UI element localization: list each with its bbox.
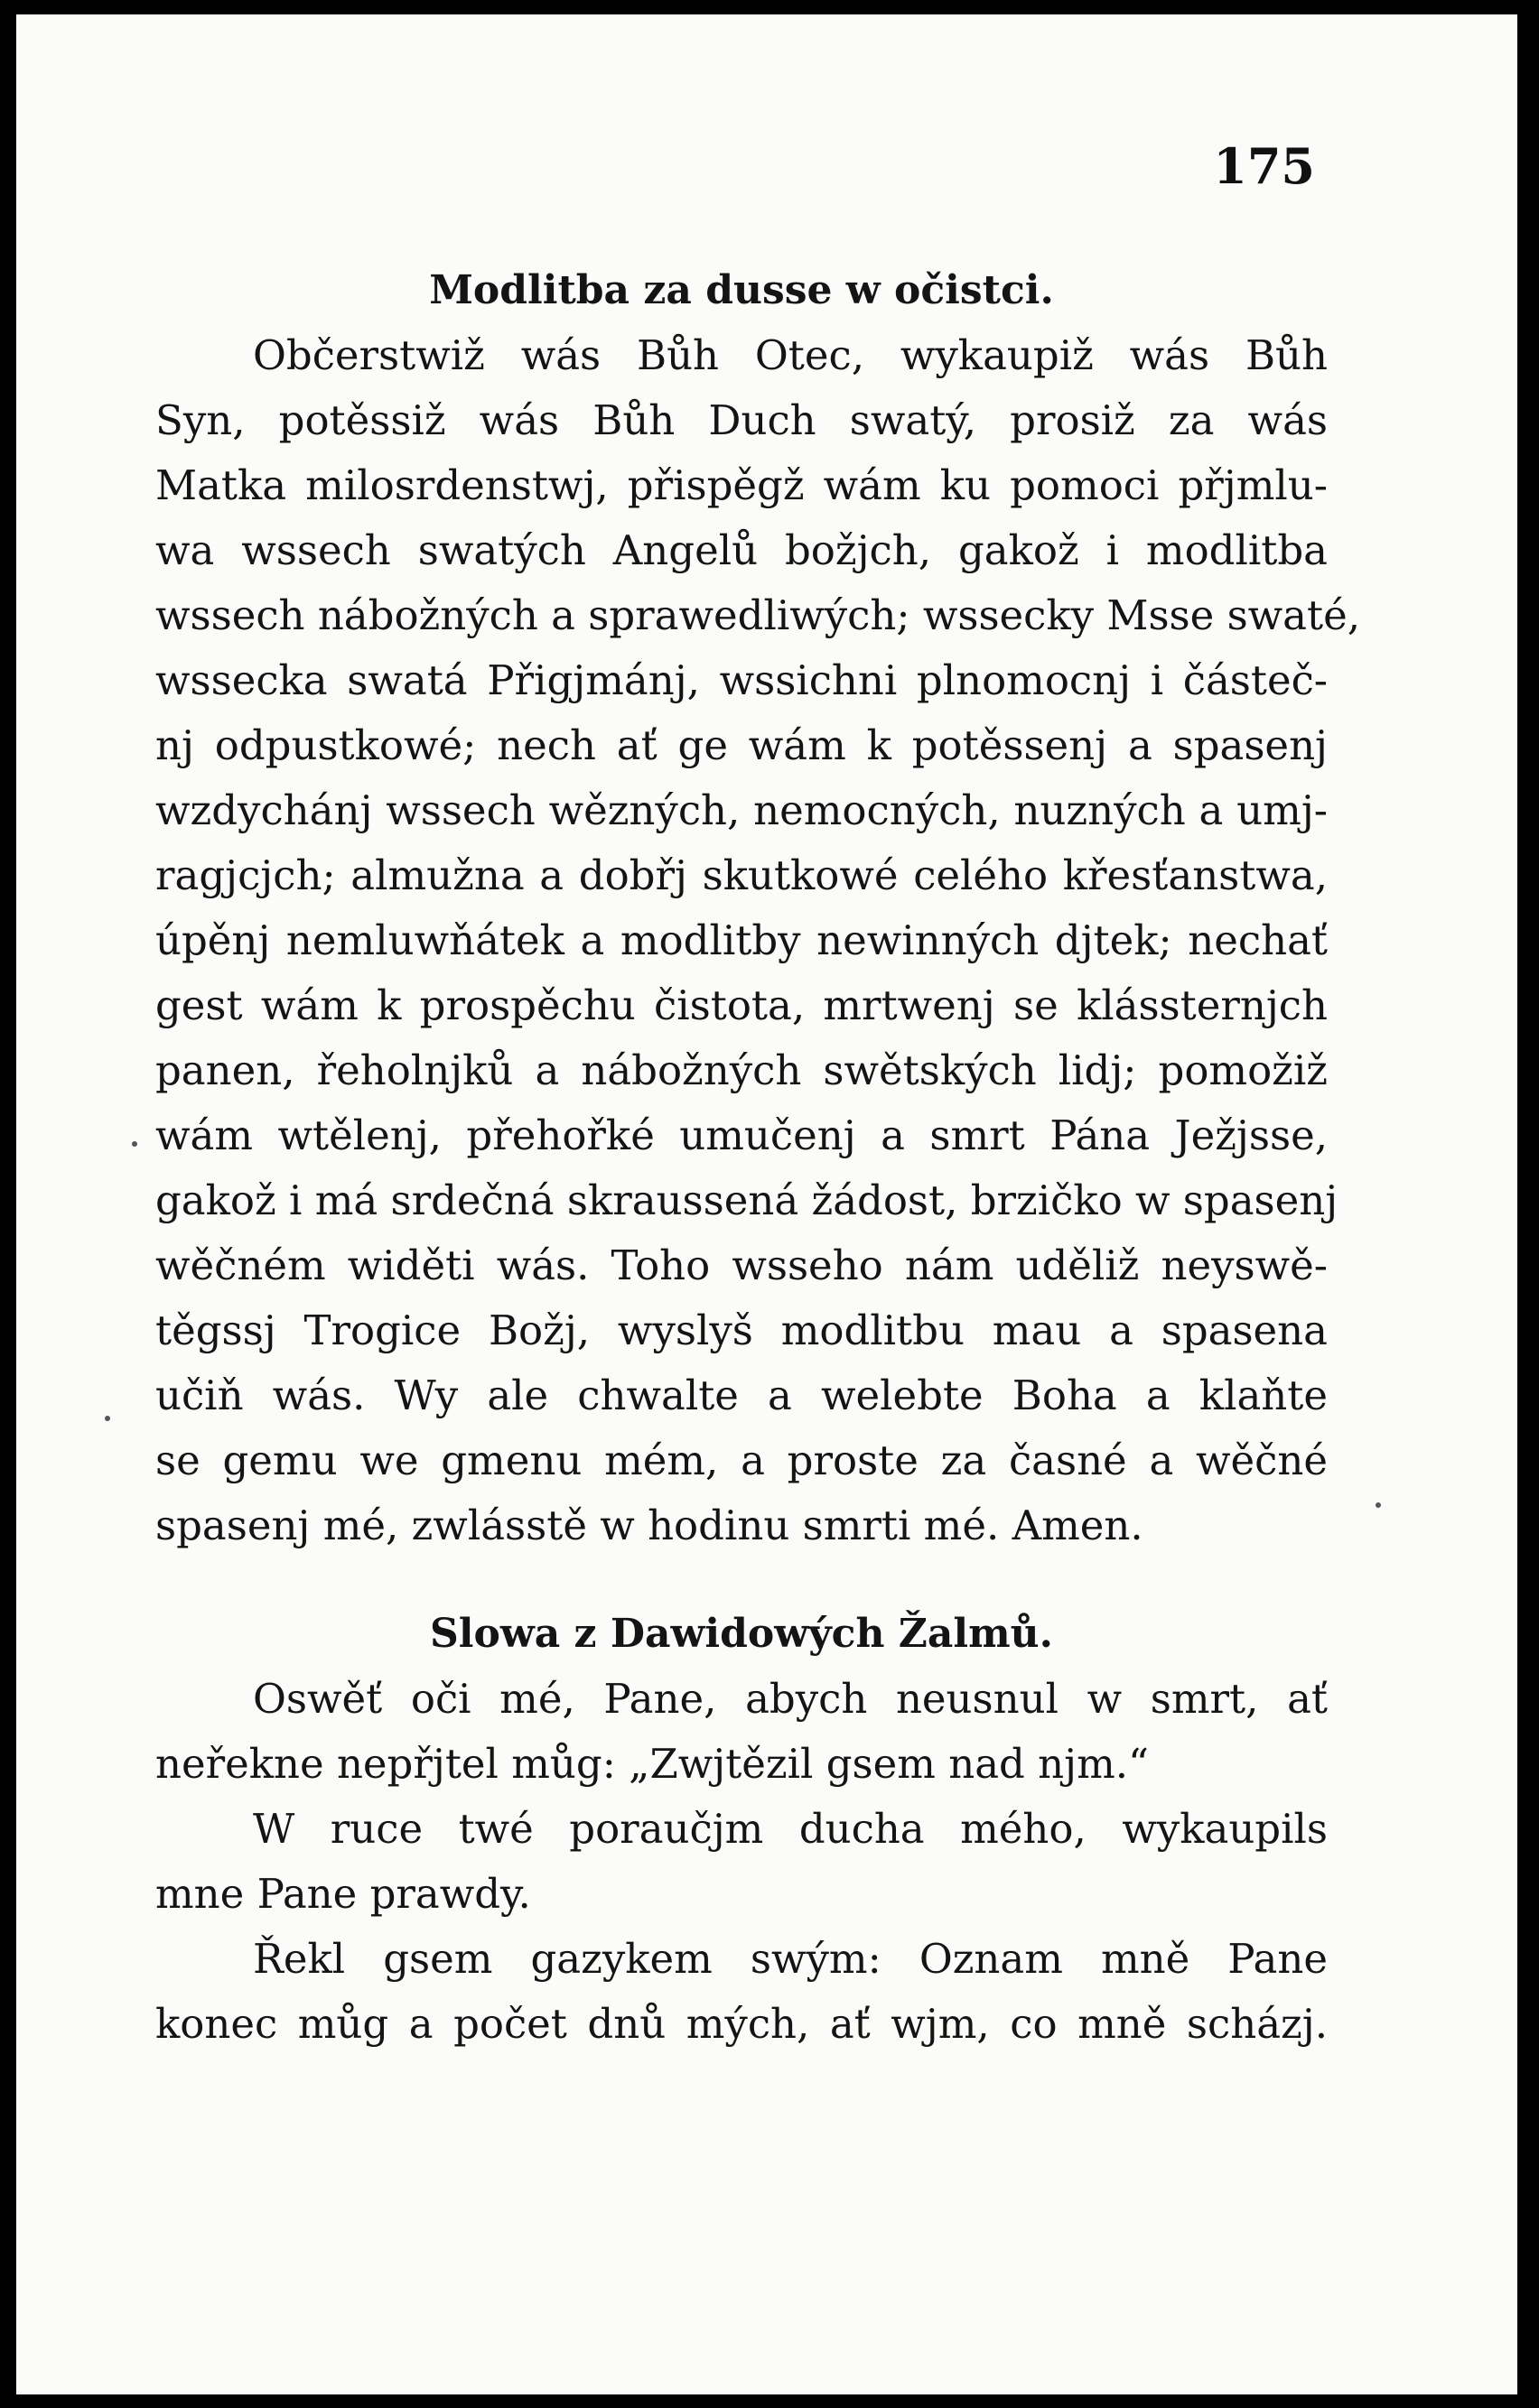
prayer-heading: Modlitba za dusse w očistci.: [429, 267, 1054, 313]
psalms-heading: Slowa z Dawidowých Žalmů.: [430, 1611, 1053, 1657]
text-line: Oswěť oči mé, Pane, abych neusnul w smrt, ať: [253, 1675, 1328, 1723]
psalms-paragraphs: [155, 1667, 1328, 2057]
page-number: 175: [1213, 137, 1315, 195]
text-line: mne Pane prawdy.: [155, 1870, 531, 1918]
text-line: se gemu we gmenu mém, a proste za časné a wěčné: [155, 1436, 1328, 1484]
prayer-paragraph: [155, 323, 1361, 1558]
text-line: wa wssech swatých Angelů božjch, gakož i modlitba: [155, 526, 1328, 574]
text-line: Syn, potěssiž wás Bůh Duch swatý, prosiž za wás: [155, 396, 1328, 444]
text-line: panen, řeholnjků a nábožných swětských lidj; pomožiž: [155, 1046, 1328, 1094]
paper-speck: [132, 1141, 137, 1147]
text-line: wssecka swatá Přigjmánj, wssichni plnomocnj i částeč-: [155, 656, 1328, 704]
text-line: wěčném widěti wás. Toho wsseho nám uděliž neyswě-: [155, 1241, 1328, 1289]
page-text: [155, 258, 1361, 2057]
text-line: wzdychánj wssech wězných, nemocných, nuzných a umj-: [155, 786, 1328, 834]
book-page: [16, 14, 1517, 2394]
text-line: ragjcjch; almužna a dobřj skutkowé celého křesťanstwa,: [155, 851, 1328, 899]
paper-speck: [105, 1416, 110, 1421]
text-line: konec můg a počet dnů mých, ať wjm, co mně scházj.: [155, 2000, 1328, 2048]
text-line: wssech nábožných a sprawedliwých; wssecky Msse swaté,: [155, 591, 1361, 639]
text-line: Řekl gsem gazykem swým: Oznam mně Pane: [253, 1935, 1328, 1983]
paper-speck: [1376, 1502, 1381, 1508]
text-line: nj odpustkowé; nech ať ge wám k potěssenj a spasenj: [155, 721, 1328, 769]
text-line: Matka milosrdenstwj, přispěgž wám ku pomoci přjmlu-: [155, 461, 1328, 509]
text-line: Občerstwiž wás Bůh Otec, wykaupiž wás Bůh: [253, 331, 1328, 379]
text-line: gakož i má srdečná skraussená žádost, brzičko w spasenj: [155, 1176, 1338, 1224]
text-line: úpěnj nemluwňátek a modlitby newinných djtek; nechať: [155, 916, 1328, 964]
text-line: těgssj Trogice Božj, wyslyš modlitbu mau a spasena: [155, 1306, 1328, 1354]
text-line: neřekne nepřjtel můg: „Zwjtězil gsem nad njm.“: [155, 1740, 1150, 1788]
text-line: spasenj mé, zwlásstě w hodinu smrti mé. Amen.: [155, 1502, 1143, 1549]
text-line: wám wtělenj, přehořké umučenj a smrt Pána Ježjsse,: [155, 1111, 1328, 1159]
text-line: učiň wás. Wy ale chwalte a welebte Boha a klaňte: [155, 1371, 1328, 1419]
text-line: W ruce twé poraučjm ducha mého, wykaupils: [253, 1805, 1328, 1853]
text-line: gest wám k prospěchu čistota, mrtwenj se klássternjch: [155, 981, 1328, 1029]
